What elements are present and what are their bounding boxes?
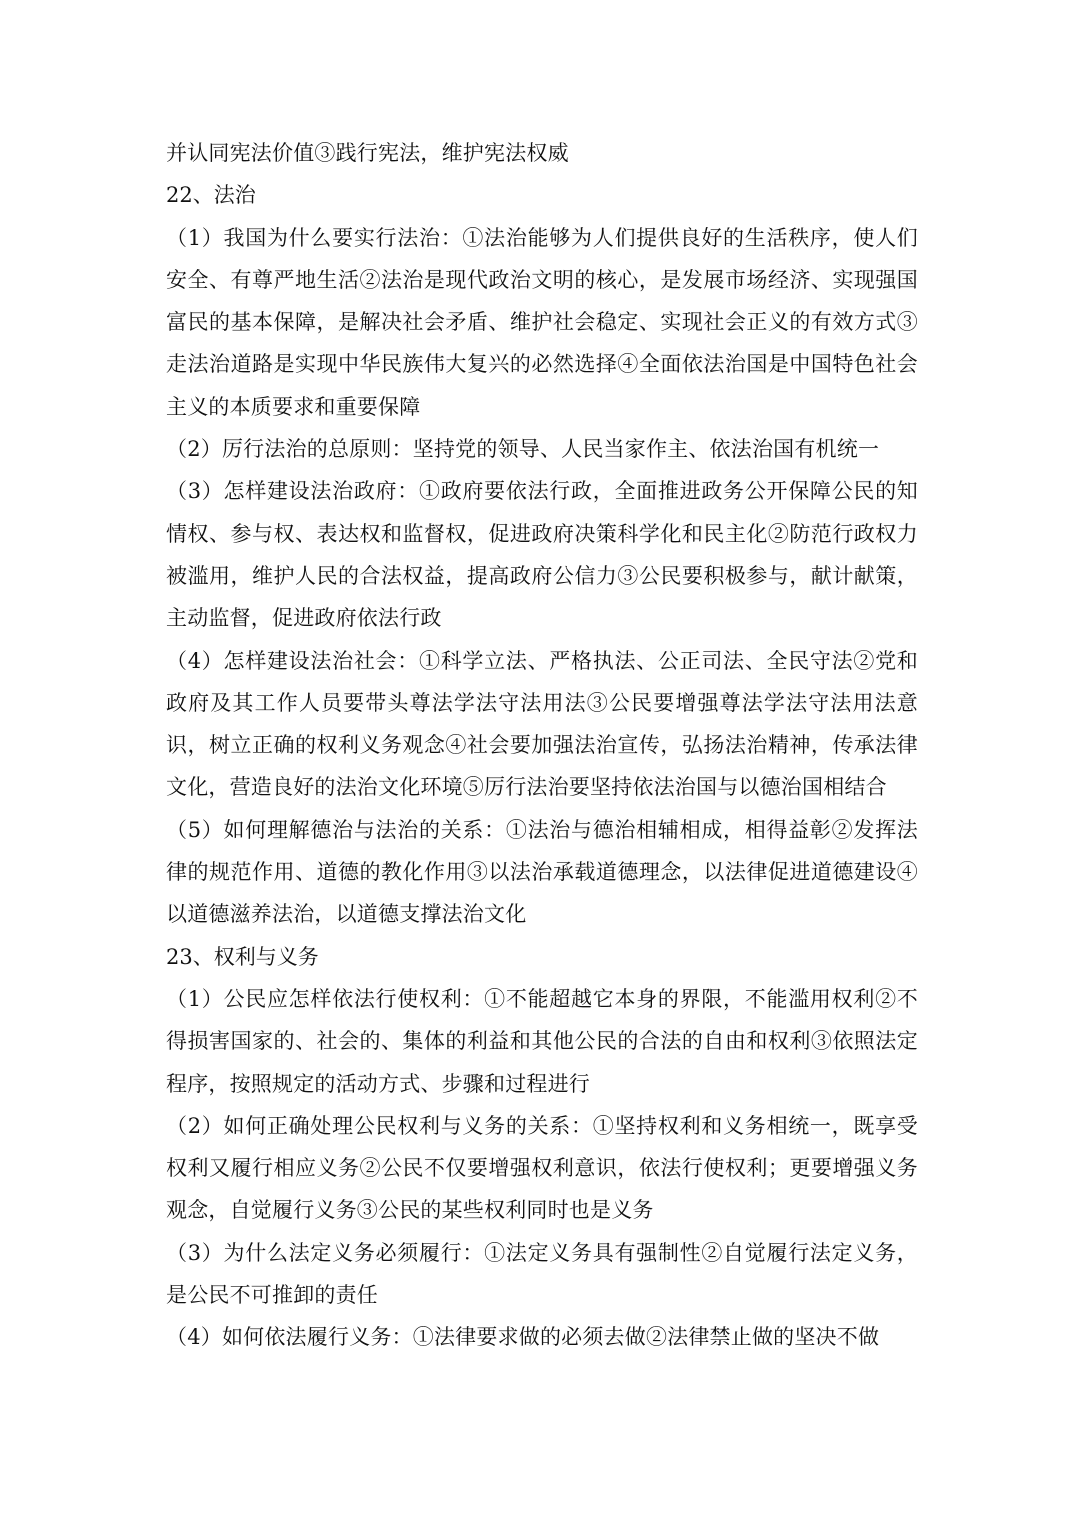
section-heading-rule-of-law: 22、法治 (166, 183, 256, 208)
paragraph-rights-duties-relation: （2）如何正确处理公民权利与义务的关系：①坚持权利和义务相统一，既享受权利又履行相应义务②公民不仅要增强权利意识，依法行使权利；更要增强义务观念，自觉履行义务③公民的某些权利同时也是义务 (166, 1113, 918, 1223)
paragraph-how-fulfil-duties: （4）如何依法履行义务：①法律要求做的必须去做②法律禁止做的坚决不做 (166, 1325, 880, 1350)
paragraph-virtue-and-law: （5）如何理解德治与法治的关系：①法治与德治相辅相成，相得益彰②发挥法律的规范作用、道德的教化作用③以法治承载道德理念，以法律促进道德建设④以道德滋养法治，以道德支撑法治文化 (166, 817, 918, 927)
paragraph-general-principle: （2）厉行法治的总原则：坚持党的领导、人民当家作主、依法治国有机统一 (166, 437, 880, 462)
section-heading-rights-and-duties: 23、权利与义务 (166, 944, 319, 969)
paragraph-why-rule-of-law: （1）我国为什么要实行法治：①法治能够为人们提供良好的生活秩序，使人们安全、有尊严地生活②法治是现代政治文明的核心，是发展市场经济、实现强国富民的基本保障，是解决社会矛盾、维护社会稳定、实现社会正义的有效方式③走法治道路是实现中华民族伟大复兴的必然选择④全面依法治国是中国特色社会主义的本质要求和重要保障 (166, 225, 918, 419)
paragraph-constitution-tail: 并认同宪法价值③践行宪法，维护宪法权威 (166, 141, 569, 165)
paragraph-law-based-government: （3）怎样建设法治政府：①政府要依法行政，全面推进政务公开保障公民的知情权、参与权、表达权和监督权，促进政府决策科学化和民主化②防范行政权力被滥用，维护人民的合法权益，提高政府公信力③公民要积极参与，献计献策，主动监督，促进政府依法行政 (166, 479, 918, 631)
paragraph-why-fulfil-duties: （3）为什么法定义务必须履行：①法定义务具有强制性②自觉履行法定义务，是公民不可推卸的责任 (166, 1240, 918, 1308)
paragraph-law-based-society: （4）怎样建设法治社会：①科学立法、严格执法、公正司法、全民守法②党和政府及其工作人员要带头尊法学法守法用法③公民要增强尊法学法守法用法意识，树立正确的权利义务观念④社会要加强法治宣传，弘扬法治精神，传承法律文化，营造良好的法治文化环境⑤厉行法治要坚持依法治国与以德治国相结合 (166, 648, 918, 800)
document-body (166, 132, 918, 1359)
paragraph-exercise-rights: （1）公民应怎样依法行使权利：①不能超越它本身的界限，不能滥用权利②不得损害国家的、社会的、集体的利益和其他公民的合法的自由和权利③依照法定程序，按照规定的活动方式、步骤和过程进行 (166, 986, 918, 1096)
